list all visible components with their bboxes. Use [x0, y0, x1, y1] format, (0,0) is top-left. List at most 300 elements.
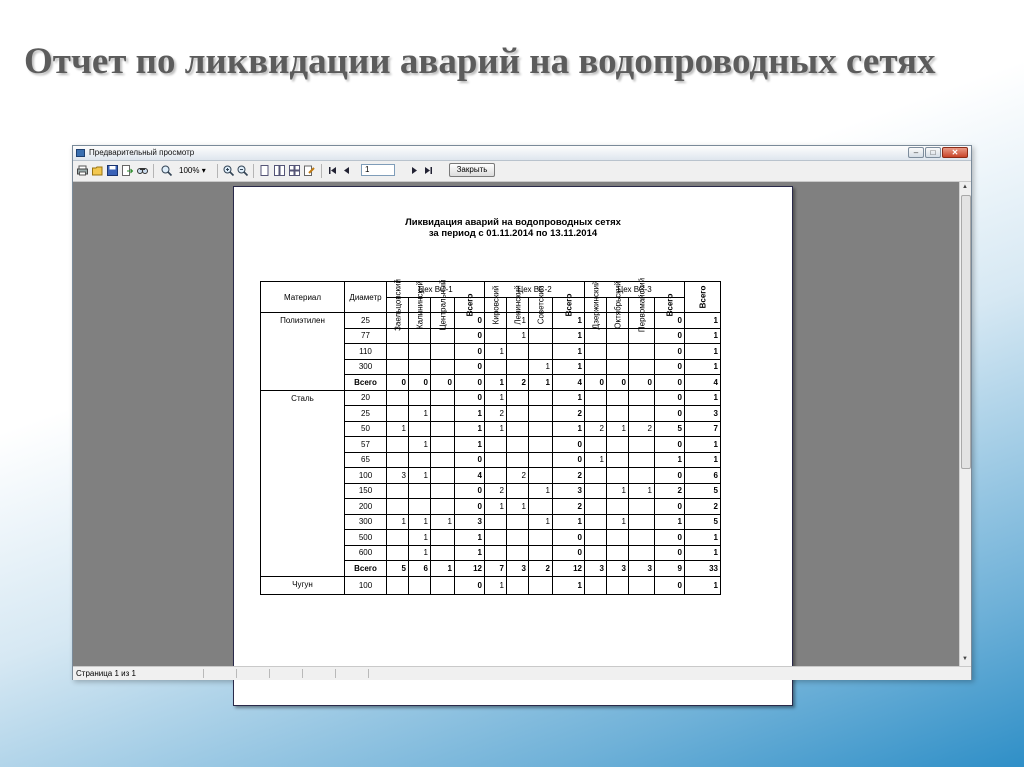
value-cell: 1 [485, 499, 507, 515]
value-cell: 9 [655, 561, 685, 577]
value-cell [629, 344, 655, 360]
first-page-icon[interactable] [327, 165, 338, 176]
value-cell [585, 483, 607, 499]
value-cell: 1 [685, 437, 721, 453]
value-cell: 0 [409, 375, 431, 391]
value-cell [607, 390, 629, 406]
value-cell: 1 [553, 576, 585, 595]
chevron-down-icon: ▾ [201, 166, 206, 175]
value-cell [585, 514, 607, 530]
value-cell [431, 390, 455, 406]
report-title [234, 217, 792, 239]
value-cell [585, 390, 607, 406]
material-cell: Сталь [261, 390, 345, 576]
table-header-row [261, 282, 721, 298]
value-cell: 1 [409, 545, 431, 561]
value-cell: 0 [431, 375, 455, 391]
preview-viewport[interactable] [73, 182, 959, 666]
value-cell: 2 [629, 421, 655, 437]
zoom-value: 100% [179, 166, 200, 175]
value-cell [629, 468, 655, 484]
report-title-line1: Ликвидация аварий на водопроводных сетях [405, 217, 621, 228]
value-cell [585, 468, 607, 484]
value-cell: 0 [655, 375, 685, 391]
value-cell [607, 576, 629, 595]
value-cell: 3 [507, 561, 529, 577]
single-page-icon[interactable] [259, 165, 270, 176]
value-cell [629, 437, 655, 453]
value-cell [431, 483, 455, 499]
value-cell: 1 [655, 514, 685, 530]
edit-icon[interactable] [304, 165, 315, 176]
value-cell: 5 [685, 514, 721, 530]
value-cell: 2 [553, 499, 585, 515]
value-cell [485, 530, 507, 546]
value-cell: 1 [455, 437, 485, 453]
maximize-button[interactable]: □ [925, 147, 941, 158]
diameter-cell: 500 [345, 530, 387, 546]
value-cell [607, 437, 629, 453]
value-cell: 1 [507, 313, 529, 329]
value-cell: 0 [387, 375, 409, 391]
district-header [387, 278, 409, 331]
diameter-cell: 300 [345, 359, 387, 375]
value-cell [607, 452, 629, 468]
district-label: Заельцовский [393, 278, 402, 331]
district-label: Центральный [438, 279, 447, 331]
workshop-header: Цех ВС-3 [585, 282, 685, 298]
value-cell: 5 [387, 561, 409, 577]
value-cell: 0 [553, 437, 585, 453]
two-pages-icon[interactable] [274, 165, 285, 176]
value-cell [485, 437, 507, 453]
diameter-cell: 200 [345, 499, 387, 515]
export-icon[interactable] [122, 165, 133, 176]
value-cell [629, 406, 655, 422]
value-cell: 1 [529, 483, 553, 499]
district-label: Всего [564, 293, 573, 317]
value-cell [585, 328, 607, 344]
value-cell [431, 421, 455, 437]
value-cell [529, 390, 553, 406]
value-cell: 0 [629, 375, 655, 391]
diameter-cell: 110 [345, 344, 387, 360]
value-cell: 2 [507, 375, 529, 391]
district-header [507, 285, 529, 325]
toolbar [73, 161, 971, 182]
value-cell [529, 576, 553, 595]
value-cell: 3 [607, 561, 629, 577]
diameter-cell: 600 [345, 545, 387, 561]
value-cell [507, 483, 529, 499]
value-cell: 1 [485, 576, 507, 595]
value-cell [507, 390, 529, 406]
page-number-input[interactable] [361, 164, 395, 176]
value-cell: 4 [455, 468, 485, 484]
value-cell [607, 406, 629, 422]
value-cell: 0 [553, 452, 585, 468]
value-cell: 1 [409, 530, 431, 546]
value-cell [607, 359, 629, 375]
value-cell [409, 390, 431, 406]
print-icon[interactable] [77, 165, 88, 176]
preview-window [72, 145, 972, 680]
diameter-cell: 65 [345, 452, 387, 468]
value-cell [607, 468, 629, 484]
value-cell: 1 [485, 421, 507, 437]
table-row [261, 390, 721, 406]
value-cell: 3 [685, 406, 721, 422]
value-cell: 0 [455, 375, 485, 391]
value-cell [607, 328, 629, 344]
last-page-icon[interactable] [423, 165, 434, 176]
value-cell [507, 359, 529, 375]
value-cell: 1 [409, 406, 431, 422]
value-cell: 2 [585, 421, 607, 437]
value-cell: 1 [685, 390, 721, 406]
value-cell [529, 344, 553, 360]
district-header [485, 285, 507, 325]
value-cell: 1 [485, 390, 507, 406]
material-header: Материал [261, 282, 345, 313]
value-cell: 0 [607, 375, 629, 391]
value-cell: 2 [485, 483, 507, 499]
value-cell: 1 [655, 452, 685, 468]
value-cell: 7 [685, 421, 721, 437]
value-cell [387, 545, 409, 561]
value-cell: 1 [431, 514, 455, 530]
value-cell [409, 328, 431, 344]
district-label: Дзержинский [591, 280, 600, 330]
value-cell: 0 [455, 328, 485, 344]
diameter-cell: 77 [345, 328, 387, 344]
value-cell [585, 359, 607, 375]
minimize-button[interactable]: ‒ [908, 147, 924, 158]
zoom-in-icon[interactable] [223, 165, 234, 176]
value-cell [485, 545, 507, 561]
value-cell: 1 [685, 576, 721, 595]
value-cell [431, 468, 455, 484]
open-icon[interactable] [92, 165, 103, 176]
vertical-scrollbar[interactable] [959, 182, 971, 666]
value-cell: 6 [685, 468, 721, 484]
value-cell: 1 [553, 313, 585, 329]
zoom-out-icon[interactable] [237, 165, 248, 176]
value-cell: 2 [553, 468, 585, 484]
value-cell: 1 [553, 390, 585, 406]
diameter-cell: 300 [345, 514, 387, 530]
value-cell: 0 [655, 359, 685, 375]
value-cell [431, 545, 455, 561]
value-cell: 1 [507, 499, 529, 515]
value-cell: 1 [455, 545, 485, 561]
value-cell [607, 344, 629, 360]
value-cell: 0 [655, 328, 685, 344]
value-cell: 1 [607, 483, 629, 499]
window-titlebar [73, 146, 971, 161]
value-cell: 1 [607, 421, 629, 437]
value-cell [485, 468, 507, 484]
value-cell [507, 514, 529, 530]
value-cell [507, 344, 529, 360]
value-cell: 1 [685, 344, 721, 360]
value-cell [529, 452, 553, 468]
diameter-cell: 150 [345, 483, 387, 499]
diameter-cell: Всего [345, 375, 387, 391]
value-cell [507, 421, 529, 437]
district-label: Советский [536, 285, 545, 325]
value-cell [507, 406, 529, 422]
value-cell: 5 [685, 483, 721, 499]
value-cell: 0 [455, 359, 485, 375]
diameter-cell: Всего [345, 561, 387, 577]
value-cell: 3 [553, 483, 585, 499]
app-icon [76, 149, 85, 157]
diameter-cell: 100 [345, 468, 387, 484]
value-cell: 0 [585, 375, 607, 391]
value-cell [431, 530, 455, 546]
district-header [553, 293, 585, 317]
zoom-select[interactable] [179, 166, 206, 175]
value-cell: 5 [655, 421, 685, 437]
value-cell [507, 545, 529, 561]
value-cell [409, 421, 431, 437]
material-cell: Чугун [261, 576, 345, 595]
diameter-cell: 25 [345, 313, 387, 329]
scroll-down-icon[interactable]: ▼ [962, 656, 968, 662]
find-icon[interactable] [137, 165, 148, 176]
prev-page-icon[interactable] [341, 165, 352, 176]
diameter-cell: 25 [345, 406, 387, 422]
value-cell [629, 359, 655, 375]
value-cell [431, 452, 455, 468]
value-cell: 0 [455, 499, 485, 515]
value-cell [529, 468, 553, 484]
value-cell: 0 [455, 483, 485, 499]
scrollbar-thumb[interactable] [961, 195, 971, 469]
value-cell: 0 [655, 530, 685, 546]
next-page-icon[interactable] [409, 165, 420, 176]
window-close-button[interactable]: ✕ [942, 147, 968, 158]
value-cell: 0 [655, 313, 685, 329]
value-cell: 1 [431, 561, 455, 577]
value-cell [585, 576, 607, 595]
value-cell [409, 576, 431, 595]
value-cell [485, 452, 507, 468]
save-icon[interactable] [107, 165, 118, 176]
value-cell [529, 421, 553, 437]
district-label: Кировский [491, 285, 500, 325]
district-label: Первомайский [637, 277, 646, 332]
district-header [607, 281, 629, 329]
value-cell [485, 328, 507, 344]
value-cell [431, 344, 455, 360]
value-cell: 1 [409, 437, 431, 453]
value-cell: 0 [455, 313, 485, 329]
diameter-cell: 57 [345, 437, 387, 453]
report-table [260, 277, 721, 595]
value-cell: 1 [629, 483, 655, 499]
value-cell: 2 [485, 406, 507, 422]
value-cell [387, 530, 409, 546]
value-cell [607, 499, 629, 515]
value-cell [629, 390, 655, 406]
value-cell: 0 [655, 344, 685, 360]
page-status: Страница 1 из 1 [76, 669, 136, 678]
close-preview-button[interactable]: Закрыть [449, 163, 495, 177]
district-label: Всего [465, 293, 474, 317]
district-header [409, 280, 431, 329]
district-header [655, 293, 685, 317]
value-cell: 1 [685, 328, 721, 344]
district-header [455, 293, 485, 317]
value-cell: 0 [655, 499, 685, 515]
value-cell: 33 [685, 561, 721, 577]
value-cell [387, 499, 409, 515]
value-cell: 6 [409, 561, 431, 577]
table-row [261, 313, 721, 329]
diameter-cell: 20 [345, 390, 387, 406]
value-cell: 0 [655, 545, 685, 561]
district-header [585, 280, 607, 330]
value-cell [629, 452, 655, 468]
value-cell [387, 359, 409, 375]
value-cell [507, 576, 529, 595]
value-cell [431, 499, 455, 515]
value-cell: 1 [685, 545, 721, 561]
value-cell [529, 545, 553, 561]
value-cell: 1 [455, 530, 485, 546]
value-cell [507, 452, 529, 468]
district-label: Октябрьский [613, 281, 622, 329]
value-cell: 1 [607, 514, 629, 530]
window-title: Предварительный просмотр [89, 148, 195, 157]
value-cell [387, 452, 409, 468]
value-cell: 2 [529, 561, 553, 577]
value-cell: 0 [455, 452, 485, 468]
value-cell: 1 [409, 514, 431, 530]
value-cell [507, 437, 529, 453]
value-cell [409, 483, 431, 499]
value-cell: 0 [655, 406, 685, 422]
value-cell: 1 [387, 421, 409, 437]
value-cell [431, 359, 455, 375]
value-cell [387, 406, 409, 422]
value-cell: 1 [685, 452, 721, 468]
value-cell [431, 437, 455, 453]
material-cell: Полиэтилен [261, 313, 345, 391]
value-cell [387, 576, 409, 595]
value-cell: 0 [553, 530, 585, 546]
value-cell: 2 [685, 499, 721, 515]
value-cell: 1 [553, 328, 585, 344]
value-cell: 1 [585, 452, 607, 468]
value-cell [629, 576, 655, 595]
value-cell [409, 344, 431, 360]
value-cell: 0 [455, 390, 485, 406]
value-cell: 1 [529, 375, 553, 391]
value-cell [507, 530, 529, 546]
value-cell: 0 [455, 344, 485, 360]
value-cell [585, 545, 607, 561]
scroll-up-icon[interactable]: ▲ [962, 184, 968, 190]
value-cell: 2 [655, 483, 685, 499]
zoom-icon[interactable] [161, 165, 172, 176]
value-cell: 4 [553, 375, 585, 391]
workshop-header: Цех ВС-2 [485, 282, 585, 298]
value-cell: 1 [409, 468, 431, 484]
value-cell: 1 [485, 375, 507, 391]
value-cell: 1 [485, 344, 507, 360]
value-cell: 7 [485, 561, 507, 577]
value-cell [431, 406, 455, 422]
diameter-header: Диаметр [345, 282, 387, 313]
value-cell: 1 [553, 359, 585, 375]
value-cell: 1 [685, 359, 721, 375]
value-cell [529, 437, 553, 453]
value-cell [387, 483, 409, 499]
value-cell: 1 [685, 313, 721, 329]
value-cell [431, 576, 455, 595]
value-cell [409, 359, 431, 375]
value-cell [585, 406, 607, 422]
slide-title: Отчет по ликвидации аварий на водопроводных сетях [24, 41, 936, 82]
value-cell [629, 530, 655, 546]
value-cell [585, 437, 607, 453]
value-cell: 3 [585, 561, 607, 577]
table-row [261, 576, 721, 595]
district-label: Калининский [415, 280, 424, 329]
grand-total-header [685, 282, 721, 313]
value-cell [387, 437, 409, 453]
value-cell: 12 [553, 561, 585, 577]
value-cell [387, 344, 409, 360]
value-cell: 1 [529, 514, 553, 530]
report-title-line2: за период с 01.11.2014 по 13.11.2014 [428, 228, 598, 239]
value-cell: 2 [553, 406, 585, 422]
value-cell: 1 [507, 328, 529, 344]
value-cell [585, 499, 607, 515]
diameter-cell: 50 [345, 421, 387, 437]
value-cell: 0 [655, 468, 685, 484]
value-cell: 3 [387, 468, 409, 484]
value-cell: 0 [655, 437, 685, 453]
value-cell [485, 359, 507, 375]
workshop-header: Цех ВС-1 [387, 282, 485, 298]
value-cell [629, 545, 655, 561]
value-cell [485, 514, 507, 530]
value-cell: 2 [507, 468, 529, 484]
value-cell: 3 [629, 561, 655, 577]
value-cell: 1 [553, 421, 585, 437]
value-cell [409, 499, 431, 515]
value-cell [607, 530, 629, 546]
value-cell [387, 390, 409, 406]
value-cell: 0 [553, 545, 585, 561]
diameter-cell: 100 [345, 576, 387, 595]
value-cell: 12 [455, 561, 485, 577]
value-cell: 3 [455, 514, 485, 530]
value-cell: 1 [553, 514, 585, 530]
value-cell [585, 344, 607, 360]
value-cell: 0 [655, 390, 685, 406]
value-cell [529, 530, 553, 546]
multi-pages-icon[interactable] [289, 165, 300, 176]
value-cell [629, 514, 655, 530]
district-label: Ленинский [513, 285, 522, 325]
grand-total-label: Всего [698, 285, 707, 309]
value-cell: 0 [455, 576, 485, 595]
